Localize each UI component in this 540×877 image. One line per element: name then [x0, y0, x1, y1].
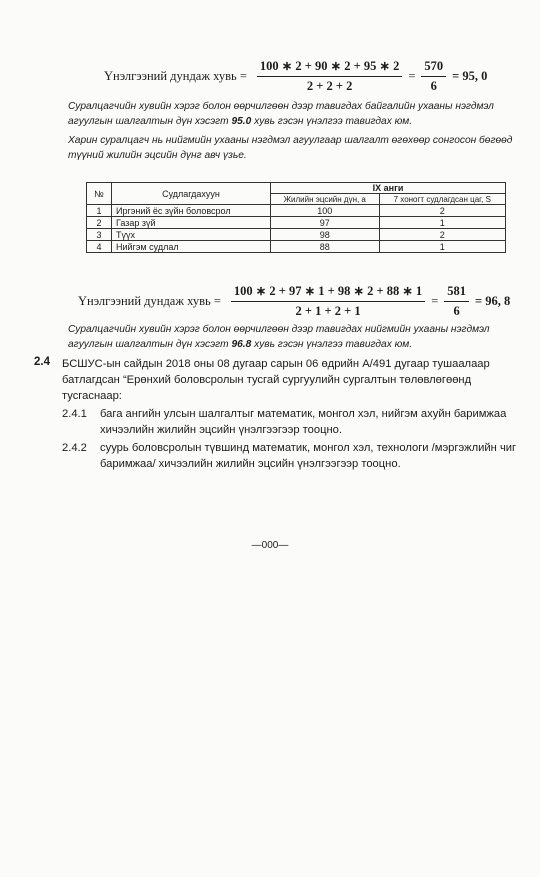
table-header-hours: 7 хоногт судлагдсан цаг, S — [379, 194, 505, 205]
table-cell-hours: 2 — [379, 205, 505, 217]
table-cell-score: 100 — [271, 205, 380, 217]
formula-1-fraction-2 — [421, 59, 446, 94]
page-footer: —000— — [251, 540, 289, 551]
formula-1-denominator: 2 + 2 + 2 — [306, 79, 353, 93]
note-3-text: Суралцагчийн хувийн хэрэг болон өөрчилгөөн дээр тавигдах нийгмийн ухааны нэгдмэл агуулгын шалгалтын дүн хэсэгт — [68, 324, 490, 350]
formula-2-label: Үнэлгээний дундаж хувь = — [78, 293, 221, 308]
formula-1-numerator: 100 ∗ 2 + 90 ∗ 2 + 95 ∗ 2 — [257, 58, 402, 77]
note-3 — [68, 322, 528, 352]
formula-1-fraction — [257, 58, 402, 94]
formula-2-fraction-2 — [444, 284, 469, 319]
table-cell-subject: Иргэний ёс зүйн боловсрол — [112, 205, 271, 217]
list-item-number: 2.4.1 — [62, 408, 87, 420]
table-row — [87, 241, 506, 253]
formula-1 — [104, 58, 487, 94]
table-cell-no: 1 — [87, 205, 112, 217]
note-3-text-end: хувь гэсэн үнэлгээ тавигдах юм. — [251, 339, 413, 350]
table-header-score: Жилийн эцсийн дүн, а — [271, 194, 380, 205]
formula-1-result: = 95, 0 — [452, 68, 488, 83]
note-1-text-end: хувь гэсэн үнэлгээ тавигдах юм. — [251, 116, 413, 127]
table-cell-no: 2 — [87, 217, 112, 229]
formula-2-equals: = — [431, 293, 439, 308]
note-1-value: 95.0 — [231, 116, 252, 127]
table-row — [87, 205, 506, 217]
formula-2-denominator: 2 + 1 + 2 + 1 — [295, 304, 361, 318]
note-3-value: 96.8 — [231, 339, 252, 350]
formula-2-numerator: 100 ∗ 2 + 97 ∗ 1 + 98 ∗ 2 + 88 ∗ 1 — [231, 283, 425, 302]
table-cell-subject: Түүх — [112, 229, 271, 241]
table-cell-hours: 2 — [379, 229, 505, 241]
formula-2 — [78, 283, 510, 319]
table-cell-no: 3 — [87, 229, 112, 241]
table-cell-no: 4 — [87, 241, 112, 253]
formula-1-equals: = — [408, 68, 416, 83]
formula-2-fraction — [231, 283, 425, 319]
list-item: суурь боловсролын түвшинд математик, монгол хэл, технологи /мэргэжлийн чиг баримжаа/ хичээлийн жилийн эцсийн үнэлгээгээр тооцно. — [100, 442, 517, 470]
table-cell-score: 88 — [271, 241, 380, 253]
formula-2-denominator-2: 6 — [453, 303, 460, 318]
section-number: 2.4 — [34, 356, 50, 368]
table-cell-hours: 1 — [379, 217, 505, 229]
note-1 — [68, 99, 526, 129]
table-cell-subject: Нийгэм судлал — [112, 241, 271, 253]
table-header-no: № — [87, 183, 112, 205]
table-cell-hours: 1 — [379, 241, 505, 253]
formula-1-denominator-2: 6 — [430, 78, 437, 93]
list-item-number: 2.4.2 — [62, 442, 87, 454]
note-1-text: Суралцагчийн хувийн хэрэг болон өөрчилгөөн дээр тавигдах байгалийн ухааны нэгдмэл агуулгын шалгалтын дүн хэсэгт — [68, 101, 494, 127]
table-cell-score: 97 — [271, 217, 380, 229]
formula-1-label: Үнэлгээний дундаж хувь = — [104, 68, 247, 83]
table-header-row — [87, 183, 506, 194]
table-row — [87, 229, 506, 241]
list-item: бага ангийн улсын шалгалтыг математик, монгол хэл, нийгэм ахуйн баримжаа хичээлийн жилийн эцсийн үнэлгээгээр тооцно. — [100, 408, 507, 436]
formula-2-result: = 96, 8 — [475, 293, 511, 308]
table-cell-score: 98 — [271, 229, 380, 241]
table-row — [87, 217, 506, 229]
table-header-group: IX анги — [271, 183, 506, 194]
formula-2-numerator-2: 581 — [444, 284, 469, 302]
table-header-subject: Судлагдахуун — [112, 183, 271, 205]
grades-table — [86, 182, 506, 253]
formula-1-numerator-2: 570 — [421, 59, 446, 77]
section-text: БСШУС-ын сайдын 2018 оны 08 дугаар сарын 06 өдрийн А/491 дугаар тушаалаар батлагдсан “Ерөнхий боловсролын тусгай сургуулийн сургалтын төлөвлөгөөнд тусгаснаар: — [62, 358, 490, 402]
table-cell-subject: Газар зүй — [112, 217, 271, 229]
note-2: Харин суралцагч нь нийгмийн ухааны нэгдмэл агуулгаар шалгалт өгөхөөр сонгосон бөгөөд түүний жилийн эцсийн дүнг авч үзье. — [68, 135, 513, 161]
